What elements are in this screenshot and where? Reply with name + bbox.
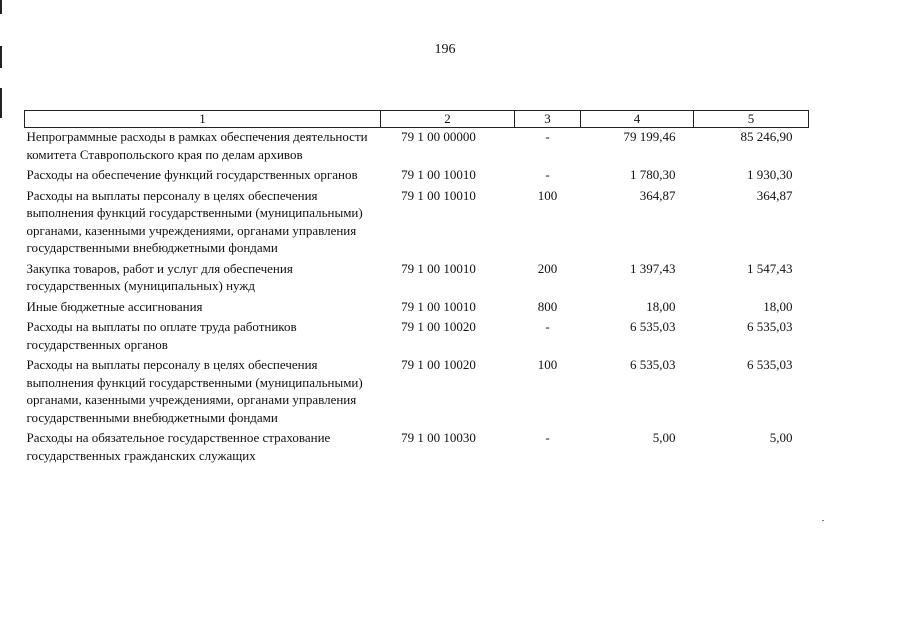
row-expense-type: 200 xyxy=(537,260,558,276)
row-sum-year2: 364,87 xyxy=(756,187,793,203)
row-sum-year1: 79 199,46 xyxy=(623,129,676,144)
table-row xyxy=(25,429,809,467)
row-sum-year2: 1 547,43 xyxy=(747,260,793,276)
table-row xyxy=(25,318,809,356)
table-header-row xyxy=(25,111,809,128)
row-expense-type: - xyxy=(545,167,550,182)
row-code: 79 1 00 10020 xyxy=(401,319,476,334)
row-name: Иные бюджетные ассигнования xyxy=(26,298,203,314)
row-code: 79 1 00 10030 xyxy=(401,430,476,445)
row-name: Расходы на выплаты по оплате труда работников государственных органов xyxy=(26,319,297,352)
row-expense-type: - xyxy=(545,319,550,334)
row-sum-year2: 1 930,30 xyxy=(747,167,793,182)
table-row xyxy=(25,260,809,298)
row-code: 79 1 00 10010 xyxy=(401,187,476,203)
row-code: 79 1 00 00000 xyxy=(401,129,476,144)
table-row xyxy=(25,187,809,260)
row-sum-year1: 18,00 xyxy=(646,298,676,314)
row-sum-year1: 1 397,43 xyxy=(630,260,676,276)
table-row xyxy=(25,166,809,187)
row-name: Расходы на выплаты персоналу в целях обеспечения выполнения функций государственными (муниципальными) органами, казенными учреждениями, органами управления государственными внебюджетными фондами xyxy=(26,187,363,255)
row-name: Расходы на обязательное государственное страхование государственных гражданских служащих xyxy=(26,430,331,463)
column-header-1: 1 xyxy=(25,111,381,128)
row-sum-year1: 6 535,03 xyxy=(630,319,676,334)
row-sum-year2: 6 535,03 xyxy=(747,357,793,372)
budget-table xyxy=(24,110,809,467)
row-sum-year1: 5,00 xyxy=(652,430,676,445)
row-code: 79 1 00 10010 xyxy=(401,167,476,182)
table-row xyxy=(25,298,809,319)
row-expense-type: - xyxy=(545,430,550,445)
row-expense-type: - xyxy=(545,129,550,144)
row-sum-year2: 5,00 xyxy=(769,430,793,445)
row-expense-type: 100 xyxy=(537,357,558,372)
column-header-2: 2 xyxy=(381,111,515,128)
scan-edge-mark xyxy=(0,0,2,14)
row-name: Расходы на обеспечение функций государственных органов xyxy=(26,167,358,182)
column-header-5: 5 xyxy=(694,111,809,128)
table-row xyxy=(25,356,809,429)
row-expense-type: 100 xyxy=(537,187,558,203)
row-code: 79 1 00 10010 xyxy=(401,298,476,314)
page-number: 196 xyxy=(434,42,456,57)
scan-edge-mark xyxy=(0,88,2,118)
row-expense-type: 800 xyxy=(537,298,558,314)
row-code: 79 1 00 10010 xyxy=(401,260,476,276)
row-sum-year2: 18,00 xyxy=(763,298,793,314)
row-sum-year2: 85 246,90 xyxy=(740,129,793,144)
row-sum-year1: 6 535,03 xyxy=(630,357,676,372)
row-sum-year1: 1 780,30 xyxy=(630,167,676,182)
row-sum-year1: 364,87 xyxy=(639,187,676,203)
table-row xyxy=(25,128,809,167)
row-name: Расходы на выплаты персоналу в целях обеспечения выполнения функций государственными (муниципальными) органами, казенными учреждениями, органами управления государственными внебюджетными фондами xyxy=(26,357,363,425)
scan-dust xyxy=(822,520,824,521)
column-header-3: 3 xyxy=(515,111,581,128)
row-name: Непрограммные расходы в рамках обеспечения деятельности комитета Ставропольского края по делам архивов xyxy=(26,129,368,162)
column-header-4: 4 xyxy=(581,111,694,128)
row-sum-year2: 6 535,03 xyxy=(747,319,793,334)
row-name: Закупка товаров, работ и услуг для обеспечения государственных (муниципальных) нужд xyxy=(26,260,293,293)
row-code: 79 1 00 10020 xyxy=(401,357,476,372)
